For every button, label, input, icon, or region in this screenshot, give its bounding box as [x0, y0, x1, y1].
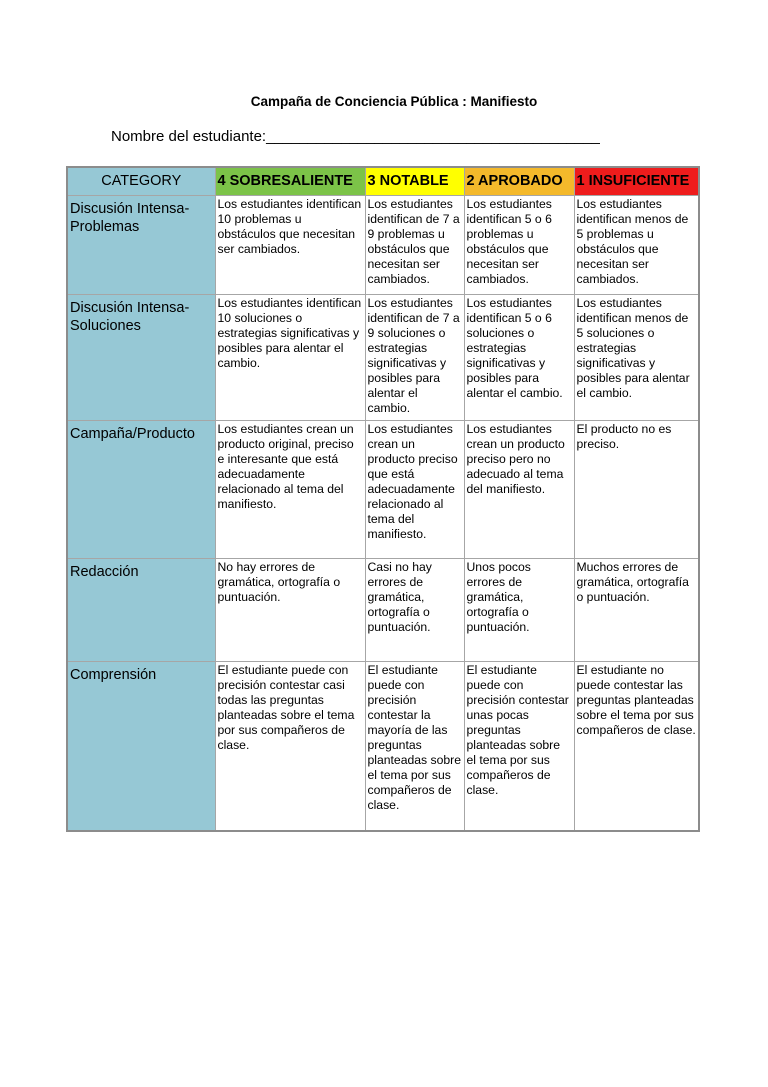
- table-row: [67, 661, 699, 831]
- header-category: CATEGORY: [67, 167, 215, 195]
- criterion-level-1: El producto no es preciso.: [574, 420, 699, 558]
- row-category: Discusión Intensa-Problemas: [67, 195, 215, 294]
- criterion-level-1: Los estudiantes identifican menos de 5 soluciones o estrategias significativas y posibles para alentar el cambio.: [574, 294, 699, 420]
- criterion-level-4: Los estudiantes identifican 10 soluciones o estrategias significativas y posibles para alentar el cambio.: [215, 294, 365, 420]
- criterion-level-2: Los estudiantes identifican 5 o 6 soluciones o estrategias significativas y posibles para alentar el cambio.: [464, 294, 574, 420]
- criterion-level-4: Los estudiantes identifican 10 problemas u obstáculos que necesitan ser cambiados.: [215, 195, 365, 294]
- row-category: Comprensión: [67, 661, 215, 831]
- criterion-level-3: Los estudiantes identifican de 7 a 9 soluciones o estrategias significativas y posibles para alentar el cambio.: [365, 294, 464, 420]
- table-row: [67, 294, 699, 420]
- criterion-level-3: Los estudiantes identifican de 7 a 9 problemas u obstáculos que necesitan ser cambiados.: [365, 195, 464, 294]
- header-level-2: 2 APROBADO: [464, 167, 574, 195]
- header-level-1: 1 INSUFICIENTE: [574, 167, 699, 195]
- row-category: Redacción: [67, 558, 215, 661]
- table-row: [67, 195, 699, 294]
- criterion-level-2: El estudiante puede con precisión contestar unas pocas preguntas planteadas sobre el tema por sus compañeros de clase.: [464, 661, 574, 831]
- rubric-header-row: [67, 167, 699, 195]
- criterion-level-4: Los estudiantes crean un producto original, preciso e interesante que está adecuadamente relacionado al tema del manifiesto.: [215, 420, 365, 558]
- criterion-level-2: Unos pocos errores de gramática, ortografía o puntuación.: [464, 558, 574, 661]
- student-name-field: Nombre del estudiante:________________________________________: [111, 128, 600, 145]
- table-row: [67, 420, 699, 558]
- row-category: Campaña/Producto: [67, 420, 215, 558]
- criterion-level-4: No hay errores de gramática, ortografía o puntuación.: [215, 558, 365, 661]
- header-level-3: 3 NOTABLE: [365, 167, 464, 195]
- document-title: Campaña de Conciencia Pública : Manifiesto: [250, 94, 538, 109]
- criterion-level-3: Casi no hay errores de gramática, ortografía o puntuación.: [365, 558, 464, 661]
- criterion-level-4: El estudiante puede con precisión contestar casi todas las preguntas planteadas sobre el tema por sus compañeros de clase.: [215, 661, 365, 831]
- criterion-level-1: Los estudiantes identifican menos de 5 problemas u obstáculos que necesitan ser cambiados.: [574, 195, 699, 294]
- criterion-level-3: El estudiante puede con precisión contestar la mayoría de las preguntas planteadas sobre el tema por sus compañeros de clase.: [365, 661, 464, 831]
- criterion-level-1: El estudiante no puede contestar las preguntas planteadas sobre el tema por sus compañeros de clase.: [574, 661, 699, 831]
- rubric-table: [66, 166, 700, 832]
- table-row: [67, 558, 699, 661]
- criterion-level-1: Muchos errores de gramática, ortografía o puntuación.: [574, 558, 699, 661]
- criterion-level-2: Los estudiantes crean un producto preciso pero no adecuado al tema del manifiesto.: [464, 420, 574, 558]
- row-category: Discusión Intensa-Soluciones: [67, 294, 215, 420]
- header-level-4: 4 SOBRESALIENTE: [215, 167, 365, 195]
- criterion-level-2: Los estudiantes identifican 5 o 6 problemas u obstáculos que necesitan ser cambiados.: [464, 195, 574, 294]
- criterion-level-3: Los estudiantes crean un producto preciso que está adecuadamente relacionado al tema del manifiesto.: [365, 420, 464, 558]
